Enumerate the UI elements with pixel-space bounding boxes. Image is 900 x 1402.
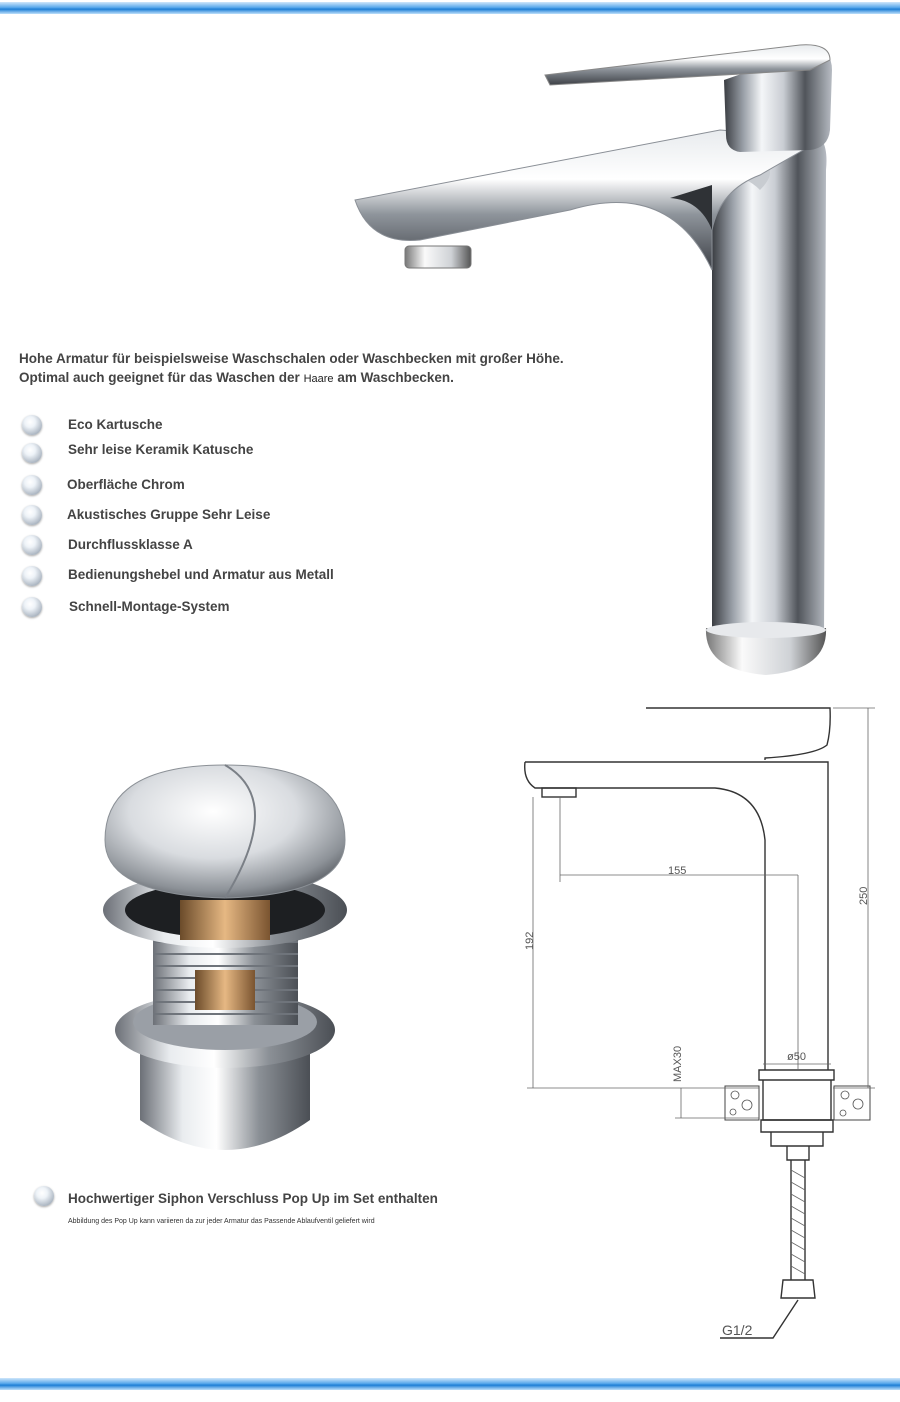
dim-spout-height: 192	[524, 931, 536, 950]
feature-item	[0, 566, 480, 592]
dim-diameter: ø50	[787, 1051, 806, 1063]
popup-drain-image	[95, 760, 365, 1170]
dim-spout-length: 155	[668, 865, 687, 877]
intro-line-2-end: am Waschbecken.	[337, 370, 454, 385]
dim-max-thickness: MAX30	[672, 1045, 684, 1082]
dim-total-height: 250	[858, 886, 870, 905]
feature-item	[0, 475, 480, 501]
intro-line-1: Hohe Armatur für beispielsweise Waschschalen oder Waschbecken mit großer Höhe.	[19, 351, 564, 366]
feature-item	[0, 597, 480, 623]
popup-title: Hochwertiger Siphon Verschluss Pop Up im Set enthalten	[68, 1191, 438, 1206]
bullet-icon	[22, 505, 42, 525]
bullet-icon	[22, 475, 42, 495]
feature-item	[0, 505, 480, 531]
popup-disclaimer: Abbildung des Pop Up kann variieren da zur jeder Armatur das Passende Ablaufventil geliefert wird	[68, 1218, 375, 1225]
intro-text	[19, 349, 564, 389]
bullet-icon	[22, 597, 42, 617]
thread-label: G1/2	[722, 1322, 753, 1338]
feature-label: Sehr leise Keramik Katusche	[68, 442, 254, 457]
bullet-icon	[22, 415, 42, 435]
feature-label: Eco Kartusche	[68, 417, 163, 432]
feature-label: Akustisches Gruppe Sehr Leise	[67, 507, 271, 522]
feature-label: Oberfläche Chrom	[67, 477, 185, 492]
intro-line-2	[19, 368, 564, 389]
feature-label: Durchflussklasse A	[68, 537, 193, 552]
feature-item	[0, 443, 480, 469]
bullet-icon	[22, 535, 42, 555]
feature-label: Bedienungshebel und Armatur aus Metall	[68, 567, 334, 582]
bullet-icon	[22, 443, 42, 463]
top-border-bar	[0, 2, 900, 14]
feature-item	[0, 535, 480, 561]
feature-item	[0, 415, 480, 441]
bullet-icon	[22, 566, 42, 586]
intro-line-2-start: Optimal auch geeignet für das Waschen der	[19, 370, 300, 385]
feature-label: Schnell-Montage-System	[69, 599, 230, 614]
bullet-icon	[34, 1186, 54, 1206]
technical-drawing	[515, 700, 900, 1350]
bottom-border-bar	[0, 1378, 900, 1390]
intro-line-2-haare: Haare	[303, 373, 334, 385]
